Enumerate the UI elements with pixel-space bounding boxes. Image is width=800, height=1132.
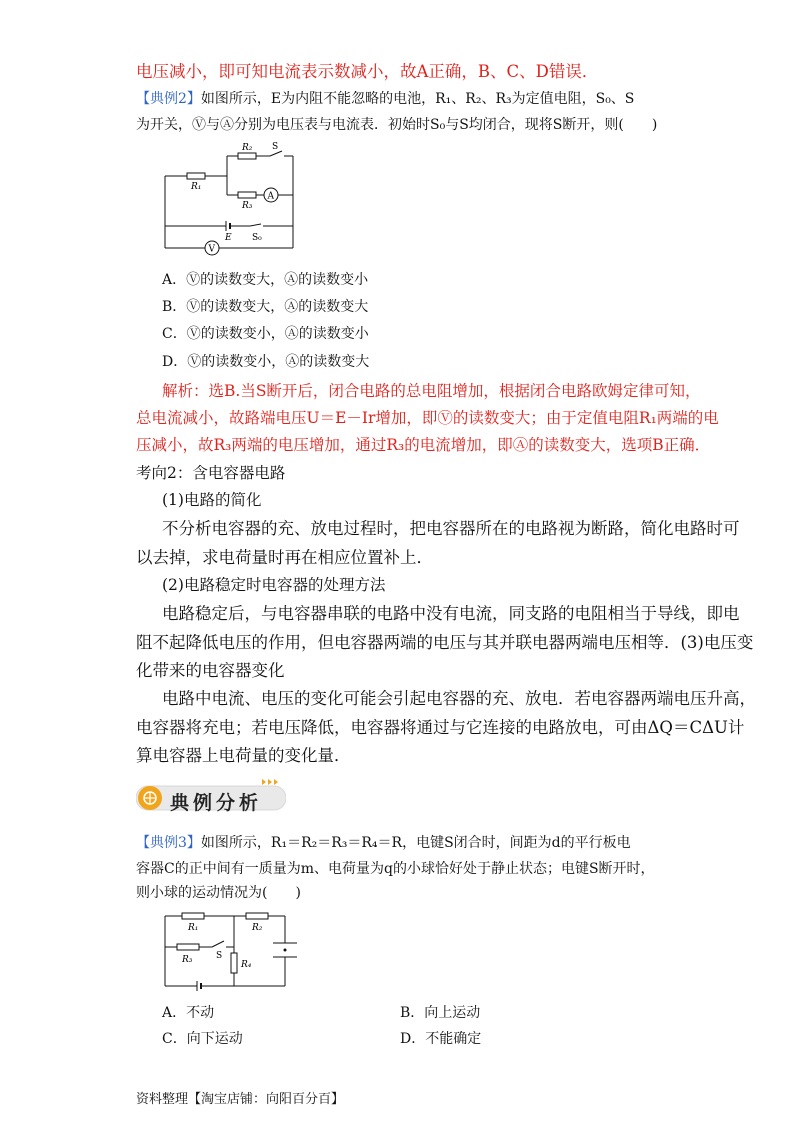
example-analysis-banner bbox=[136, 778, 286, 812]
example3-stem-line1 bbox=[136, 836, 631, 850]
paragraph1-line1: 不分析电容器的充、放电过程时，把电容器所在的电路视为断路，简化电路时可 bbox=[162, 519, 740, 538]
circuit2-label-R3: R₃ bbox=[182, 955, 193, 965]
example3-option-a: A．不动 bbox=[162, 1005, 215, 1021]
example2-analysis-line1: 解析：选B.当S断开后，闭合电路的总电阻增加，根据闭合电路欧姆定律可知， bbox=[162, 382, 701, 400]
paragraph3-line3: 算电容器上电荷量的变化量． bbox=[136, 746, 351, 765]
paragraph2-line2: 阻不起降低电压的作用，但电容器两端的电压与其并联电器两端电压相等．(3)电压变 bbox=[136, 633, 754, 652]
example2-tag: 【典例2】 bbox=[136, 91, 201, 107]
subheading-1: (1)电路的简化 bbox=[162, 491, 262, 509]
paragraph2-line1: 电路稳定后，与电容器串联的电路中没有电流，同支路的电阻相当于导线，即电 bbox=[162, 604, 740, 623]
circuit-label-R2: R₂ bbox=[242, 143, 253, 153]
circuit-label-S0: S₀ bbox=[252, 233, 262, 243]
voltmeter-label: V bbox=[208, 244, 215, 255]
section-heading: 考向2：含电容器电路 bbox=[136, 464, 286, 482]
circuit2-label-R1: R₁ bbox=[188, 923, 199, 933]
paragraph3-line2: 电容器将充电；若电压降低，电容器将通过与它连接的电路放电，可由ΔQ＝CΔU计 bbox=[136, 718, 745, 737]
example2-option-c: C．Ⓥ的读数变小，Ⓐ的读数变小 bbox=[162, 326, 369, 342]
example2-analysis-line2: 总电流减小，故路端电压U＝E－Ir增加，即Ⓥ的读数变大；由于定值电阻R₁两端的电 bbox=[136, 409, 719, 427]
example2-circuit-diagram bbox=[160, 140, 300, 258]
example2-analysis-line3: 压减小，故R₃两端的电压增加，通过R₃的电流增加，即Ⓐ的读数变大，选项B正确． bbox=[136, 436, 711, 454]
paragraph1-line2: 以去掉，求电荷量时再在相应位置补上． bbox=[136, 548, 433, 567]
example2-text-line1: 如图所示，E为内阻不能忽略的电池，R₁、R₂、R₃为定值电阻，S₀、S bbox=[200, 91, 635, 107]
circuit-label-E: E bbox=[225, 233, 232, 243]
example3-circuit-diagram bbox=[160, 906, 305, 998]
circuit2-label-R2: R₂ bbox=[252, 923, 263, 933]
example3-stem-line2: 容器C的正中间有一质量为m、电荷量为q的小球恰好处于静止状态；电键S断开时， bbox=[136, 861, 655, 877]
circuit2-label-R4: R₄ bbox=[241, 960, 252, 970]
example2-option-d: D．Ⓥ的读数变小，Ⓐ的读数变大 bbox=[162, 354, 370, 370]
circuit2-label-S: S bbox=[216, 951, 223, 961]
example2-stem-line1 bbox=[136, 92, 634, 106]
paragraph3-line1: 电路中电流、电压的变化可能会引起电容器的充、放电．若电容器两端电压升高， bbox=[162, 689, 756, 708]
example3-option-c: C．向下运动 bbox=[162, 1031, 243, 1047]
example3-option-b: B．向上运动 bbox=[400, 1005, 481, 1021]
paragraph2-line3: 化带来的电容器变化 bbox=[136, 661, 285, 680]
example2-stem-line2: 为开关，Ⓥ与Ⓐ分别为电压表与电流表．初始时S₀与S均闭合，现将S断开，则( ) bbox=[136, 117, 658, 133]
footer-source: 资料整理【淘宝店铺：向阳百分百】 bbox=[136, 1092, 345, 1107]
banner-title: 典例分析 bbox=[170, 792, 263, 814]
ammeter-label: A bbox=[267, 191, 274, 202]
example3-text-line1: 如图所示，R₁＝R₂＝R₃＝R₄＝R，电键S闭合时，间距为d的平行板电 bbox=[200, 835, 631, 851]
circuit-label-R1: R₁ bbox=[191, 182, 202, 192]
subheading-2: (2)电路稳定时电容器的处理方法 bbox=[162, 576, 386, 594]
example2-option-a: A．Ⓥ的读数变大，Ⓐ的读数变小 bbox=[162, 272, 369, 288]
example3-stem-line3: 则小球的运动情况为( ) bbox=[136, 885, 301, 901]
example3-tag: 【典例3】 bbox=[136, 835, 201, 851]
charged-ball-icon bbox=[284, 949, 287, 952]
previous-answer-line: 电压减小，即可知电流表示数减小，故A正确，B、C、D错误． bbox=[136, 62, 599, 81]
example3-option-d: D．不能确定 bbox=[400, 1031, 482, 1047]
example2-option-b: B．Ⓥ的读数变大，Ⓐ的读数变大 bbox=[162, 299, 369, 315]
circuit-label-S: S bbox=[272, 142, 279, 152]
circuit-label-R3: R₃ bbox=[242, 201, 253, 211]
